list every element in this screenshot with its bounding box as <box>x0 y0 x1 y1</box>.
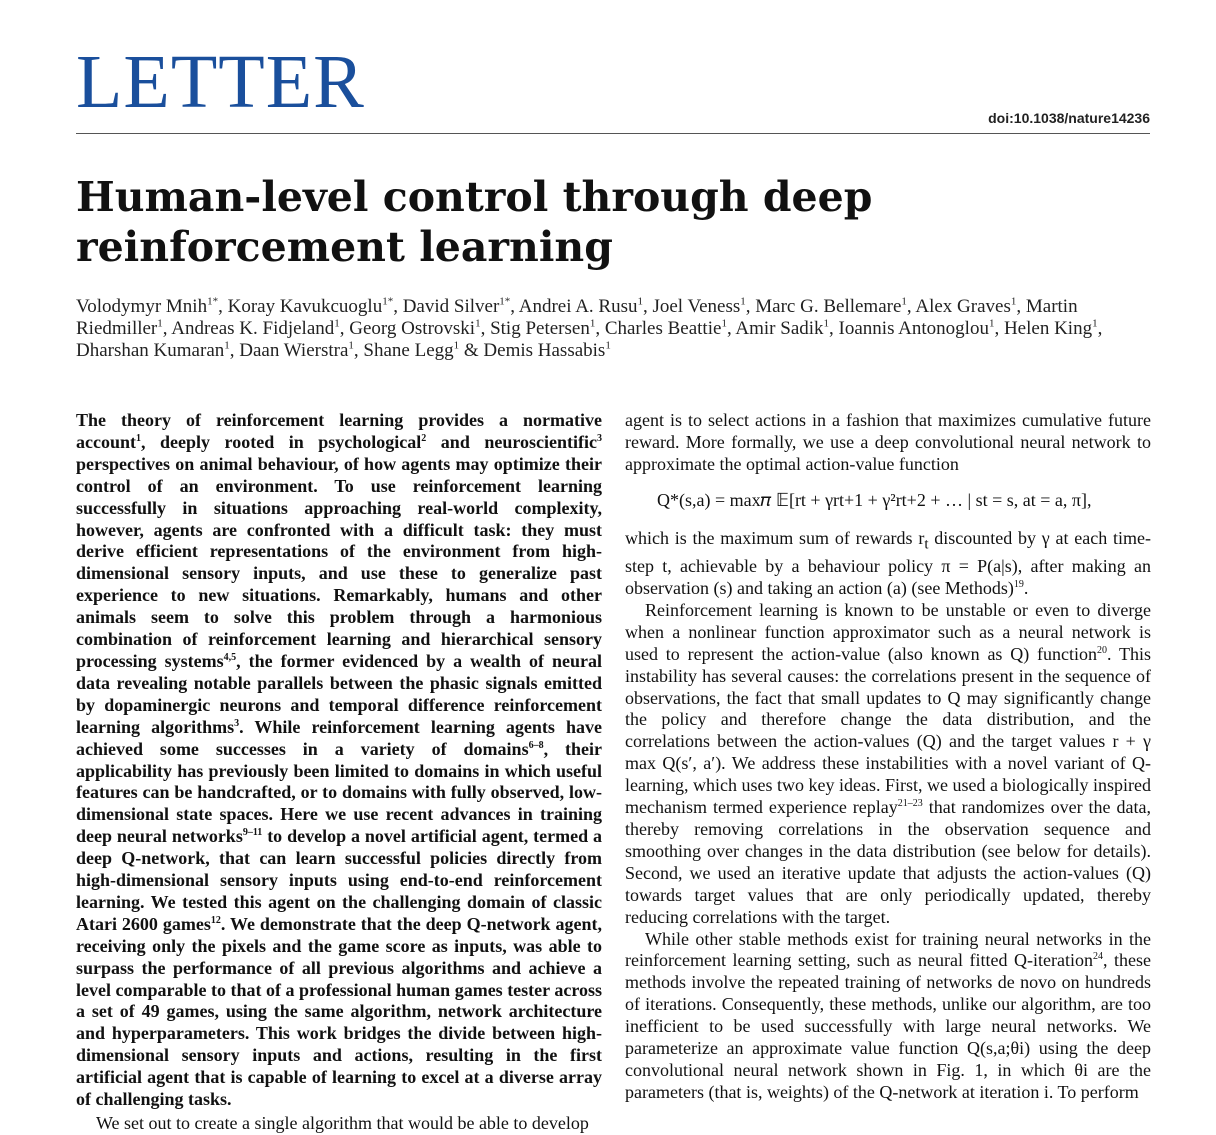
author-affiliation: 1 <box>224 339 230 352</box>
author-name: Andreas K. Fidjeland <box>171 318 335 339</box>
author-name: Dharshan Kumaran <box>76 340 225 361</box>
author-affiliation: 1* <box>499 295 511 308</box>
author-name: Koray Kavukcuoglu <box>227 296 383 317</box>
body-paragraph: Reinforcement learning is known to be unstable or even to diverge when a nonlinear function approximator such as a neural network is used to represent the action-value (also known as Q) function$^{20}$. This instability has several causes: the correlations present in the sequence of observations, the fact that small updates to Q may significantly change the policy and therefore change the data distribution, and the correlations between the action-values (Q) and the target values r + γ max Q(s′, a′). We address these instabilities with a novel variant of Q-learning, which uses two key ideas. First, we used a biologically inspired mechanism termed experience replay$^{21-23}$ that randomizes over the data, thereby removing correlations in the observation sequence and smoothing over changes in the data distribution (see below for details). Second, we used an iterative update that adjusts the action-values (Q) towards target values that are only periodically updated, thereby reducing correlations with the target. <box>625 599 1151 927</box>
author-name: David Silver <box>402 296 500 317</box>
author-affiliation: 1 <box>605 339 611 352</box>
abstract: The theory of reinforcement learning provides a normative account$^1$, deeply rooted in psychological$^2$ and neuroscientific$^3$ perspectives on animal behaviour, of how agents may optimize their control of an environment. To use reinforcement learning successfully in situations approaching real-world complexity, however, agents are confronted with a difficult task: they must derive efficient representations of the environment from high-dimensional sensory inputs, and use these to generalize past experience to new situations. Remarkably, humans and other animals seem to solve this problem through a harmonious combination of reinforcement learning and hierarchical sensory processing systems$^{4,5}$, the former evidenced by a wealth of neural data revealing notable parallels between the phasic signals emitted by dopaminergic neurons and temporal difference reinforcement learning algorithms$^3$. While reinforcement learning agents have achieved some successes in a variety of domains$^{6-8}$, their applicability has previously been limited to domains in which useful features can be handcrafted, or to domains with fully observed, low-dimensional state spaces. Here we use recent advances in training deep neural networks$^{9-11}$ to develop a novel artificial agent, termed a deep Q-network, that can learn successful policies directly from high-dimensional sensory inputs using end-to-end reinforcement learning. We tested this agent on the challenging domain of classic Atari 2600 games$^{12}$. We demonstrate that the deep Q-network agent, receiving only the pixels and the game score as inputs, was able to surpass the performance of all previous algorithms and achieve a level comparable to that of a professional human games tester across a set of 49 games, using the same algorithm, network architecture and hyperparameters. This work bridges the divide between high-dimensional sensory inputs and actions, resulting in the first artificial agent that is capable of learning to excel at a diverse array of challenging tasks. <box>76 410 603 1110</box>
author-affiliation: 1 <box>637 295 643 308</box>
author-affiliation: 1 <box>823 317 830 330</box>
author-name: Daan Wierstra <box>239 340 349 361</box>
author-name: Charles Beattie <box>604 318 722 339</box>
author-name: Stig Petersen <box>490 318 590 339</box>
body-paragraph: We set out to create a single algorithm that would be able to develop <box>96 1113 589 1133</box>
author-name: Joel Veness <box>652 296 741 317</box>
author-affiliation: 1 <box>901 295 907 308</box>
author-affiliation: 1 <box>157 317 163 330</box>
author-affiliation: 1 <box>334 317 340 330</box>
author-name: Helen King <box>1003 318 1093 339</box>
author-name: Andrei A. Rusu <box>518 296 638 317</box>
author-affiliation: 1 <box>740 295 746 308</box>
author-affiliation: 1 <box>988 317 995 330</box>
author-affiliation: 1 <box>348 339 354 352</box>
author-affiliation: 1* <box>207 295 219 308</box>
doi-link[interactable]: doi:10.1038/nature14236 <box>988 110 1150 126</box>
author-name: Martin Riedmiller <box>76 296 1078 339</box>
section-label: LETTER <box>76 40 365 124</box>
author-affiliation: 1* <box>382 295 394 308</box>
author-affiliation: 1 <box>721 317 727 330</box>
author-name: Volodymyr Mnih <box>76 296 208 317</box>
author-list: Volodymyr Mnih$^{1*}$, Koray Kavukcuoglu$^{1*}$, David Silver$^{1*}$, Andrei A. Rusu$^1$, Joel Veness$^1$, Marc G. Bellemare$^1$, Alex Graves$^1$, Martin Riedmiller$^1$, Andreas K. Fidjeland$^1$, Georg Ostrovski$^1$, Stig Petersen$^1$, Charles Beattie$^1$, Amir Sadik$^1$, Ioannis Antonoglou$^1$, Helen King$^1$, Dharshan Kumaran$^1$, Daan Wierstra$^1$, Shane Legg$^1$ & Demis Hassabis$^1$ <box>76 295 1103 361</box>
author-affiliation: 1 <box>1010 295 1017 308</box>
body-paragraph: While other stable methods exist for training neural networks in the reinforcement learning setting, such as neural fitted Q-iteration$^{24}$, these methods involve the repeated training of networks de novo on hundreds of iterations. Consequently, these methods, unlike our algorithm, are too inefficient to be used successfully with large neural networks. We parameterize an approximate value function Q(s,a;θi) using the deep convolutional neural network shown in Fig. 1, in which θi are the parameters (that is, weights) of the Q-network at iteration i. To perform <box>625 928 1151 1102</box>
q-function-equation: Q*(s,a) = max𝜋 𝔼[rt + γrt+1 + γ²rt+2 + … | st = s, at = a, π], <box>657 489 1092 510</box>
author-name: Amir Sadik <box>735 318 824 339</box>
author-name: Alex Graves <box>915 296 1011 317</box>
author-affiliation: 1 <box>1092 317 1098 330</box>
author-name: Marc G. Bellemare <box>755 296 902 317</box>
author-affiliation: 1 <box>475 317 481 330</box>
header-rule <box>76 133 1150 134</box>
author-name: Ioannis Antonoglou <box>838 318 989 339</box>
body-paragraph: agent is to select actions in a fashion that maximizes cumulative future reward. More formally, we use a deep convolutional neural network to approximate the optimal action-value function <box>625 410 1151 474</box>
author-affiliation: 1 <box>453 339 460 352</box>
author-affiliation: 1 <box>589 317 596 330</box>
right-column <box>625 410 1151 1102</box>
author-name: Georg Ostrovski <box>349 318 476 339</box>
left-column <box>76 410 602 1135</box>
author-name: Demis Hassabis <box>483 340 606 361</box>
body-paragraph: which is the maximum sum of rewards $r_t$ discounted by γ at each time-step t, achievable by a behaviour policy π = P(a|s), after making an observation (s) and taking an action (a) (see Methods)$^{19}$. <box>625 527 1151 599</box>
author-name: Shane Legg <box>363 340 454 361</box>
article-title: Human-level control through deep reinforcement learning <box>76 173 873 271</box>
